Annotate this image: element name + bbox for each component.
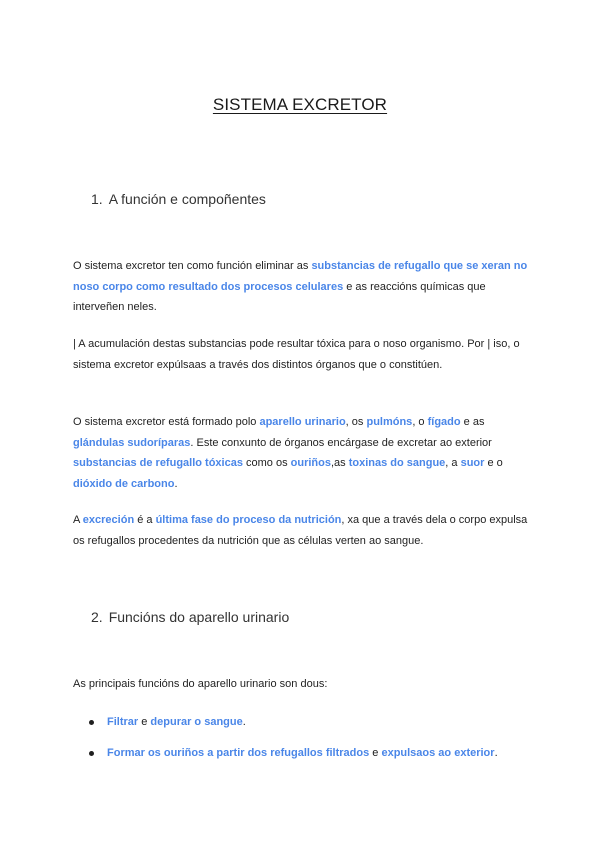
highlight-run: suor — [460, 457, 485, 469]
paragraph-components — [73, 412, 535, 494]
bullet-icon — [89, 751, 94, 756]
text-run: . — [242, 716, 246, 728]
list-item — [73, 712, 535, 732]
highlight-run: Formar os ouriños a partir dos refugallos filtrados — [107, 747, 370, 759]
section-number: 2. — [91, 609, 103, 625]
section-heading-1 — [91, 191, 266, 207]
text-run: . — [174, 477, 178, 490]
highlight-run: fígado — [427, 416, 461, 428]
section-number: 1. — [91, 191, 103, 207]
highlight-run: expulsaos ao exterior — [381, 747, 495, 759]
highlight-run: aparello urinario — [259, 416, 346, 428]
paragraph-functions-intro: As principais funcións do aparello urinario son dous: — [73, 678, 328, 690]
text-run: e as — [460, 416, 485, 428]
highlight-run: glándulas sudoríparas — [73, 436, 191, 449]
highlight-run: depurar o sangue — [150, 716, 243, 728]
text-run: é a — [134, 514, 156, 526]
text-run: e — [369, 747, 382, 759]
list-item — [73, 743, 535, 763]
highlight-run: dióxido de carbono — [73, 477, 175, 490]
section-heading-text: A función e compoñentes — [108, 191, 266, 207]
text-run: e — [138, 716, 151, 728]
page-title: SISTEMA EXCRETOR — [212, 95, 388, 114]
text-run: e o — [484, 457, 503, 469]
text-run: , o — [412, 416, 428, 428]
highlight-run: excreción — [82, 514, 135, 526]
text-run: , xa que a través dela o corpo expulsa os refugallos procedentes da nutrición que as células verten ao sangue. — [73, 514, 528, 547]
text-run: O sistema excretor ten como función eliminar as — [73, 260, 312, 272]
text-run: . Este conxunto de órganos encárgase de excretar ao exterior — [190, 436, 492, 449]
text-run: como os — [242, 457, 291, 469]
highlight-run: ouriños — [290, 457, 331, 469]
text-run: O sistema excretor está formado polo — [73, 416, 260, 428]
text-run: , os — [345, 416, 367, 428]
highlight-run: pulmóns — [366, 416, 413, 428]
text-run: , a — [445, 457, 461, 469]
section-heading-2 — [91, 609, 289, 625]
text-run: . — [494, 747, 498, 759]
paragraph-excretion — [73, 510, 535, 551]
highlight-run: Filtrar — [107, 716, 139, 728]
bullet-icon — [89, 720, 94, 725]
highlight-run: substancias de refugallo tóxicas — [73, 457, 243, 469]
highlight-run: toxinas do sangue — [348, 457, 446, 469]
functions-list — [73, 712, 535, 763]
section-heading-text: Funcións do aparello urinario — [108, 609, 290, 625]
highlight-run: última fase do proceso da nutrición — [155, 514, 342, 526]
highlight-run: substancias de refugallo que se xeran no noso corpo como resultado dos procesos celulares — [73, 260, 528, 293]
paragraph-function — [73, 256, 535, 318]
text-run: ,as — [330, 457, 349, 469]
text-run: A — [73, 514, 83, 526]
text-run: e as reaccións químicas que interveñen neles. — [73, 280, 486, 313]
paragraph-accumulation: | A acumulación destas substancias pode resultar tóxica para o noso organismo. Por | iso, o sistema excretor expúlsaas a través dos distintos órganos que o constitúen. — [73, 338, 520, 371]
